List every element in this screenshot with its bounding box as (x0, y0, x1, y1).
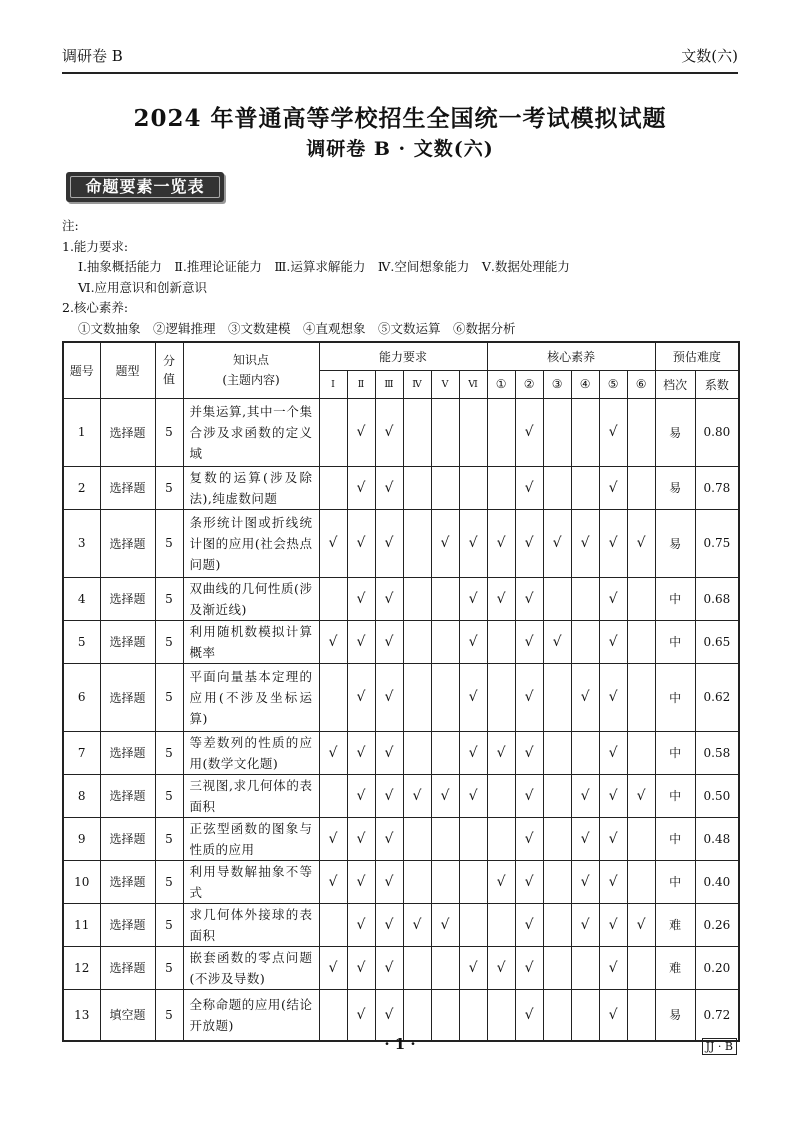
row-score: 5 (155, 860, 183, 903)
ability-check-5 (431, 860, 459, 903)
core-check-4 (571, 620, 599, 663)
row-type: 选择题 (100, 509, 155, 577)
ability-check-5 (431, 817, 459, 860)
ability-check-6 (459, 903, 487, 946)
ability-check-5 (431, 663, 459, 731)
core-check-1 (487, 398, 515, 466)
ability-check-3: √ (375, 989, 403, 1041)
ability-check-3: √ (375, 903, 403, 946)
core-check-3 (543, 398, 571, 466)
core-check-1 (487, 466, 515, 509)
ability-check-6 (459, 817, 487, 860)
row-knowledge: 条形统计图或折线统计图的应用(社会热点问题) (183, 509, 319, 577)
table-body (63, 398, 739, 1041)
core-check-2: √ (515, 620, 543, 663)
core-check-5: √ (599, 903, 627, 946)
spec-table (62, 341, 740, 1042)
ability-check-6: √ (459, 946, 487, 989)
core-col-1: ① (487, 370, 515, 398)
row-score: 5 (155, 398, 183, 466)
core-check-5: √ (599, 620, 627, 663)
core-check-3 (543, 817, 571, 860)
ability-check-4 (403, 946, 431, 989)
ability-line-2: Ⅵ.应用意识和创新意识 (78, 279, 208, 295)
core-check-4: √ (571, 903, 599, 946)
core-check-1 (487, 774, 515, 817)
row-coef: 0.26 (695, 903, 739, 946)
core-check-6 (627, 817, 655, 860)
core-check-1 (487, 620, 515, 663)
col-score: 分值 (155, 342, 183, 398)
core-check-6 (627, 577, 655, 620)
section-banner: 命题要素一览表 (66, 172, 224, 202)
col-core: 核心素养 (487, 342, 655, 370)
core-check-1 (487, 903, 515, 946)
core-check-3: √ (543, 509, 571, 577)
ability-check-1: √ (319, 620, 347, 663)
ability-col-3: Ⅲ (375, 370, 403, 398)
ability-check-3: √ (375, 817, 403, 860)
ability-check-5 (431, 398, 459, 466)
core-check-1: √ (487, 860, 515, 903)
ability-check-1 (319, 398, 347, 466)
row-num: 3 (63, 509, 100, 577)
ability-check-4: √ (403, 903, 431, 946)
row-score: 5 (155, 989, 183, 1041)
table-row (63, 989, 739, 1041)
row-num: 10 (63, 860, 100, 903)
ability-check-4 (403, 989, 431, 1041)
core-check-4 (571, 989, 599, 1041)
ability-check-1: √ (319, 860, 347, 903)
core-check-2: √ (515, 466, 543, 509)
ability-check-6: √ (459, 731, 487, 774)
row-grade: 易 (655, 398, 695, 466)
core-check-3 (543, 663, 571, 731)
table-row (63, 817, 739, 860)
core-check-6: √ (627, 903, 655, 946)
core-check-5: √ (599, 946, 627, 989)
ability-check-5 (431, 577, 459, 620)
core-check-6 (627, 398, 655, 466)
core-check-3 (543, 577, 571, 620)
ability-check-1: √ (319, 946, 347, 989)
core-check-2: √ (515, 577, 543, 620)
row-knowledge: 双曲线的几何性质(涉及渐近线) (183, 577, 319, 620)
col-type: 题型 (100, 342, 155, 398)
row-score: 5 (155, 663, 183, 731)
row-coef: 0.80 (695, 398, 739, 466)
ability-col-6: Ⅵ (459, 370, 487, 398)
row-type: 选择题 (100, 817, 155, 860)
row-grade: 中 (655, 860, 695, 903)
core-check-5: √ (599, 663, 627, 731)
ability-check-5 (431, 989, 459, 1041)
row-score: 5 (155, 774, 183, 817)
ability-check-6 (459, 398, 487, 466)
row-score: 5 (155, 903, 183, 946)
core-check-3 (543, 903, 571, 946)
core-check-5: √ (599, 817, 627, 860)
core-check-2: √ (515, 903, 543, 946)
col-kp-sub: (主题内容) (222, 373, 280, 388)
ability-check-2: √ (347, 774, 375, 817)
row-coef: 0.62 (695, 663, 739, 731)
core-check-5: √ (599, 466, 627, 509)
row-num: 2 (63, 466, 100, 509)
core-check-2: √ (515, 774, 543, 817)
table-row (63, 946, 739, 989)
ability-check-1 (319, 663, 347, 731)
row-type: 填空题 (100, 989, 155, 1041)
row-knowledge: 复数的运算(涉及除法),纯虚数问题 (183, 466, 319, 509)
core-check-6 (627, 663, 655, 731)
ability-col-4: Ⅳ (403, 370, 431, 398)
ability-title: 1.能力要求: (62, 238, 129, 254)
ability-col-5: Ⅴ (431, 370, 459, 398)
ability-check-6: √ (459, 620, 487, 663)
row-num: 1 (63, 398, 100, 466)
core-check-4 (571, 466, 599, 509)
core-check-2: √ (515, 398, 543, 466)
core-check-4: √ (571, 663, 599, 731)
ability-check-3: √ (375, 398, 403, 466)
core-check-3 (543, 860, 571, 903)
row-num: 8 (63, 774, 100, 817)
table-row (63, 509, 739, 577)
ability-check-1 (319, 577, 347, 620)
core-col-2: ② (515, 370, 543, 398)
row-type: 选择题 (100, 620, 155, 663)
core-check-4: √ (571, 509, 599, 577)
row-knowledge: 利用随机数模拟计算概率 (183, 620, 319, 663)
ability-check-3: √ (375, 509, 403, 577)
ability-check-5: √ (431, 509, 459, 577)
ability-check-2: √ (347, 817, 375, 860)
row-num: 9 (63, 817, 100, 860)
ability-check-6: √ (459, 663, 487, 731)
row-coef: 0.75 (695, 509, 739, 577)
core-check-2: √ (515, 663, 543, 731)
core-check-2: √ (515, 817, 543, 860)
core-check-1: √ (487, 946, 515, 989)
row-coef: 0.68 (695, 577, 739, 620)
core-check-6 (627, 860, 655, 903)
row-grade: 易 (655, 509, 695, 577)
row-knowledge: 平面向量基本定理的应用(不涉及坐标运算) (183, 663, 319, 731)
row-type: 选择题 (100, 860, 155, 903)
core-check-4 (571, 577, 599, 620)
row-type: 选择题 (100, 731, 155, 774)
row-knowledge: 求几何体外接球的表面积 (183, 903, 319, 946)
row-grade: 中 (655, 577, 695, 620)
ability-check-2: √ (347, 989, 375, 1041)
core-check-4: √ (571, 774, 599, 817)
header-left: 调研卷 B (62, 47, 123, 65)
row-knowledge: 等差数列的性质的应用(数学文化题) (183, 731, 319, 774)
row-knowledge: 正弦型函数的图象与性质的应用 (183, 817, 319, 860)
ability-check-2: √ (347, 860, 375, 903)
core-col-5: ⑤ (599, 370, 627, 398)
ability-col-2: Ⅱ (347, 370, 375, 398)
ability-check-2: √ (347, 663, 375, 731)
core-check-1: √ (487, 509, 515, 577)
row-score: 5 (155, 946, 183, 989)
ability-check-1 (319, 903, 347, 946)
ability-check-4 (403, 817, 431, 860)
ability-check-5 (431, 466, 459, 509)
ability-check-4 (403, 398, 431, 466)
table-row (63, 663, 739, 731)
ability-check-5: √ (431, 903, 459, 946)
core-check-1 (487, 817, 515, 860)
core-line: ①文数抽象 ②逻辑推理 ③文数建模 ④直观想象 ⑤文数运算 ⑥数据分析 (78, 320, 516, 336)
core-check-6 (627, 620, 655, 663)
ability-check-5: √ (431, 774, 459, 817)
ability-check-2: √ (347, 577, 375, 620)
core-check-6: √ (627, 509, 655, 577)
core-check-3 (543, 466, 571, 509)
table-row (63, 466, 739, 509)
row-grade: 易 (655, 466, 695, 509)
core-check-1: √ (487, 577, 515, 620)
core-check-1 (487, 663, 515, 731)
core-check-2: √ (515, 946, 543, 989)
col-coef: 系数 (695, 370, 739, 398)
ability-check-3: √ (375, 577, 403, 620)
core-check-4: √ (571, 817, 599, 860)
row-grade: 难 (655, 903, 695, 946)
core-check-4 (571, 731, 599, 774)
row-knowledge: 嵌套函数的零点问题(不涉及导数) (183, 946, 319, 989)
ability-check-4: √ (403, 774, 431, 817)
ability-check-1: √ (319, 509, 347, 577)
core-check-1 (487, 989, 515, 1041)
ability-check-6: √ (459, 774, 487, 817)
core-check-4 (571, 946, 599, 989)
core-check-2: √ (515, 989, 543, 1041)
ability-check-2: √ (347, 946, 375, 989)
row-grade: 中 (655, 731, 695, 774)
ability-check-1: √ (319, 817, 347, 860)
ability-check-6 (459, 860, 487, 903)
col-difficulty: 预估难度 (655, 342, 739, 370)
row-score: 5 (155, 731, 183, 774)
ability-check-4 (403, 509, 431, 577)
row-type: 选择题 (100, 577, 155, 620)
ability-check-4 (403, 663, 431, 731)
core-col-4: ④ (571, 370, 599, 398)
row-grade: 易 (655, 989, 695, 1041)
page-header (62, 46, 738, 74)
header-right: 文数(六) (681, 47, 738, 65)
core-check-6: √ (627, 774, 655, 817)
row-knowledge: 利用导数解抽象不等式 (183, 860, 319, 903)
ability-check-6: √ (459, 577, 487, 620)
ability-check-5 (431, 620, 459, 663)
table-row (63, 860, 739, 903)
row-coef: 0.58 (695, 731, 739, 774)
core-col-6: ⑥ (627, 370, 655, 398)
core-check-4: √ (571, 860, 599, 903)
core-check-4 (571, 398, 599, 466)
ability-check-5 (431, 731, 459, 774)
row-type: 选择题 (100, 946, 155, 989)
ability-check-1 (319, 466, 347, 509)
ability-check-2: √ (347, 509, 375, 577)
ability-check-6 (459, 466, 487, 509)
row-num: 6 (63, 663, 100, 731)
core-check-3 (543, 731, 571, 774)
ability-check-3: √ (375, 946, 403, 989)
ability-line-1: Ⅰ.抽象概括能力 Ⅱ.推理论证能力 Ⅲ.运算求解能力 Ⅳ.空间想象能力 Ⅴ.数据处理能力 (78, 259, 570, 274)
core-check-2: √ (515, 860, 543, 903)
core-check-2: √ (515, 731, 543, 774)
row-type: 选择题 (100, 903, 155, 946)
table-row (63, 577, 739, 620)
row-coef: 0.48 (695, 817, 739, 860)
row-score: 5 (155, 620, 183, 663)
col-grade: 档次 (655, 370, 695, 398)
ability-check-3: √ (375, 466, 403, 509)
page-subtitle: 调研卷 B · 文数(六) (306, 138, 494, 160)
table-row (63, 398, 739, 466)
row-type: 选择题 (100, 663, 155, 731)
core-check-6 (627, 946, 655, 989)
core-check-2: √ (515, 509, 543, 577)
core-check-5: √ (599, 577, 627, 620)
ability-check-6: √ (459, 509, 487, 577)
row-coef: 0.20 (695, 946, 739, 989)
row-knowledge: 三视图,求几何体的表面积 (183, 774, 319, 817)
ability-check-2: √ (347, 398, 375, 466)
ability-check-5 (431, 946, 459, 989)
ability-check-2: √ (347, 620, 375, 663)
ability-check-2: √ (347, 731, 375, 774)
core-check-3 (543, 946, 571, 989)
col-kp-title: 知识点 (232, 353, 269, 368)
table-row (63, 731, 739, 774)
row-grade: 中 (655, 620, 695, 663)
row-num: 4 (63, 577, 100, 620)
ability-check-1 (319, 989, 347, 1041)
core-check-5: √ (599, 774, 627, 817)
core-check-3 (543, 989, 571, 1041)
core-check-5: √ (599, 398, 627, 466)
row-num: 13 (63, 989, 100, 1041)
col-num: 题号 (63, 342, 100, 398)
paper-code: JJ · B (702, 1038, 737, 1055)
core-check-5: √ (599, 509, 627, 577)
table-row (63, 774, 739, 817)
ability-check-4 (403, 577, 431, 620)
row-score: 5 (155, 509, 183, 577)
ability-check-4 (403, 620, 431, 663)
ability-check-3: √ (375, 860, 403, 903)
row-num: 12 (63, 946, 100, 989)
col-kp (183, 342, 319, 398)
core-check-1: √ (487, 731, 515, 774)
ability-check-3: √ (375, 663, 403, 731)
table-row (63, 903, 739, 946)
ability-check-1: √ (319, 731, 347, 774)
core-check-3: √ (543, 620, 571, 663)
notes-head: 注: (62, 218, 79, 233)
ability-col-1: Ⅰ (319, 370, 347, 398)
core-check-6 (627, 989, 655, 1041)
row-knowledge: 并集运算,其中一个集合涉及求函数的定义域 (183, 398, 319, 466)
notes (62, 216, 742, 339)
row-knowledge: 全称命题的应用(结论开放题) (183, 989, 319, 1041)
core-check-6 (627, 731, 655, 774)
row-coef: 0.50 (695, 774, 739, 817)
ability-check-2: √ (347, 466, 375, 509)
core-col-3: ③ (543, 370, 571, 398)
row-type: 选择题 (100, 774, 155, 817)
row-coef: 0.78 (695, 466, 739, 509)
row-coef: 0.65 (695, 620, 739, 663)
table-row (63, 620, 739, 663)
row-num: 11 (63, 903, 100, 946)
ability-check-3: √ (375, 774, 403, 817)
ability-check-3: √ (375, 731, 403, 774)
row-num: 7 (63, 731, 100, 774)
core-check-5: √ (599, 860, 627, 903)
row-type: 选择题 (100, 398, 155, 466)
row-score: 5 (155, 466, 183, 509)
row-score: 5 (155, 577, 183, 620)
row-num: 5 (63, 620, 100, 663)
ability-check-2: √ (347, 903, 375, 946)
ability-check-6 (459, 989, 487, 1041)
page-number: · 1 · (384, 1035, 416, 1053)
col-ability: 能力要求 (319, 342, 487, 370)
row-coef: 0.72 (695, 989, 739, 1041)
core-title: 2.核心素养: (62, 300, 129, 315)
ability-check-4 (403, 860, 431, 903)
row-coef: 0.40 (695, 860, 739, 903)
row-type: 选择题 (100, 466, 155, 509)
ability-check-4 (403, 466, 431, 509)
ability-check-4 (403, 731, 431, 774)
ability-check-1 (319, 774, 347, 817)
row-grade: 中 (655, 663, 695, 731)
core-check-5: √ (599, 989, 627, 1041)
core-check-5: √ (599, 731, 627, 774)
row-grade: 中 (655, 774, 695, 817)
row-grade: 中 (655, 817, 695, 860)
ability-check-3: √ (375, 620, 403, 663)
row-grade: 难 (655, 946, 695, 989)
core-check-6 (627, 466, 655, 509)
row-score: 5 (155, 817, 183, 860)
core-check-3 (543, 774, 571, 817)
page-title: 2024 年普通高等学校招生全国统一考试模拟试题 (133, 105, 667, 132)
